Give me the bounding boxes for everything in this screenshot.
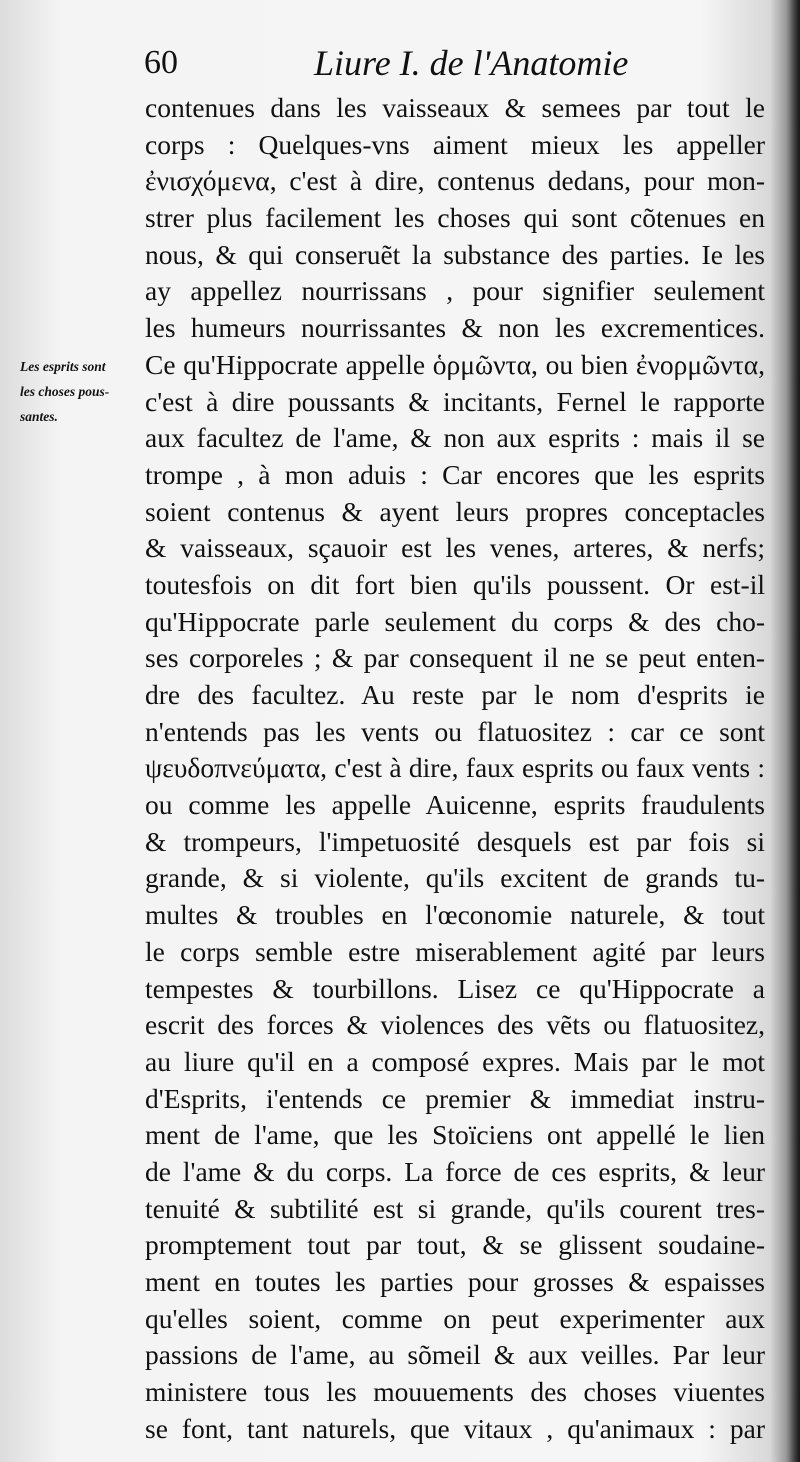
text-line: qu'elles soient, comme on peut experimenter aux (145, 1302, 765, 1334)
text-line: toutesfois on dit fort bien qu'ils poussent. Or est-il (145, 568, 765, 600)
text-line: au liure qu'il en a composé expres. Mais par le mot (145, 1045, 765, 1077)
text-line: strer plus facilement les choses qui sont cõtenues en (145, 202, 765, 234)
text-line: passions de l'ame, au sõmeil & aux veilles. Par leur (145, 1339, 765, 1371)
text-line: nous, & qui conseruẽt la substance des parties. Ie les (145, 238, 765, 270)
text-line: & trompeurs, l'impetuosité desquels est par fois si (145, 825, 765, 857)
text-line: ment de l'ame, que les Stoïciens ont appellé le lien (145, 1119, 765, 1151)
margin-note (20, 354, 144, 429)
text-line: se font, tant naturels, que vitaux , qu'animaux : par (145, 1412, 765, 1444)
text-line: multes & troubles en l'œconomie naturele, & tout (145, 899, 765, 931)
text-line: le corps semble estre miserablement agité par leurs (145, 935, 765, 967)
body-text (145, 90, 765, 1447)
text-line: ἐνισχόμενα, c'est à dire, contenus dedans, pour mon- (145, 165, 765, 197)
text-line: promptement tout par tout, & se glissent soudaine- (145, 1229, 765, 1261)
text-line: ψευδοπνεύματα, c'est à dire, faux esprits ou faux vents : (145, 752, 765, 784)
page-edge-shadow (786, 0, 800, 1462)
text-line: les humeurs nourrissantes & non les excrementices. (145, 312, 765, 344)
text-line: ay appellez nourrissans , pour signifier seulement (145, 275, 765, 307)
text-line: aux facultez de l'ame, & non aux esprits : mais il se (145, 422, 765, 454)
text-line: ou comme les appelle Auicenne, esprits fraudulents (145, 789, 765, 821)
text-line: qu'Hippocrate parle seulement du corps & des cho- (145, 605, 765, 637)
margin-note-line: santes. (20, 409, 58, 424)
text-line: ministere tous les mouuements des choses viuentes (145, 1376, 765, 1408)
text-line: Ce qu'Hippocrate appelle ὁρμῶντα, ou bien ἐνορμῶντα, (145, 348, 765, 380)
running-head (142, 42, 762, 92)
page-number: 60 (144, 44, 178, 81)
text-line: d'Esprits, i'entends ce premier & immediat instru- (145, 1082, 765, 1114)
text-line: n'entends pas les vents ou flatuositez : car ce sont (145, 715, 765, 747)
text-line: tempestes & tourbillons. Lisez ce qu'Hippocrate a (145, 972, 765, 1004)
text-line: soient contenus & ayent leurs propres conceptacles (145, 495, 765, 527)
text-line: trompe , à mon aduis : Car encores que les esprits (145, 458, 765, 490)
running-title: Liure I. de l'Anatomie (314, 43, 629, 83)
text-line: corps : Quelques-vns aiment mieux les appeller (145, 128, 765, 160)
text-line: escrit des forces & violences des vẽts ou flatuositez, (145, 1009, 765, 1041)
text-line: tenuité & subtilité est si grande, qu'ils courent tres- (145, 1192, 765, 1224)
text-line: de l'ame & du corps. La force de ces esprits, & leur (145, 1155, 765, 1187)
text-line: grande, & si violente, qu'ils excitent de grands tu- (145, 862, 765, 894)
text-line: & vaisseaux, sçauoir est les venes, arteres, & nerfs; (145, 532, 765, 564)
text-line: dre des facultez. Au reste par le nom d'esprits ie (145, 679, 765, 710)
text-line: ses corporeles ; & par consequent il ne se peut enten- (145, 642, 765, 674)
text-line: c'est à dire poussants & incitants, Fernel le rapporte (145, 385, 765, 417)
margin-note-line: Les esprits sont (20, 359, 106, 374)
text-line: ment en toutes les parties pour grosses & espaisses (145, 1266, 765, 1297)
text-line: contenues dans les vaisseaux & semees par tout le (145, 92, 765, 123)
margin-note-line: les choses pous- (20, 384, 110, 399)
